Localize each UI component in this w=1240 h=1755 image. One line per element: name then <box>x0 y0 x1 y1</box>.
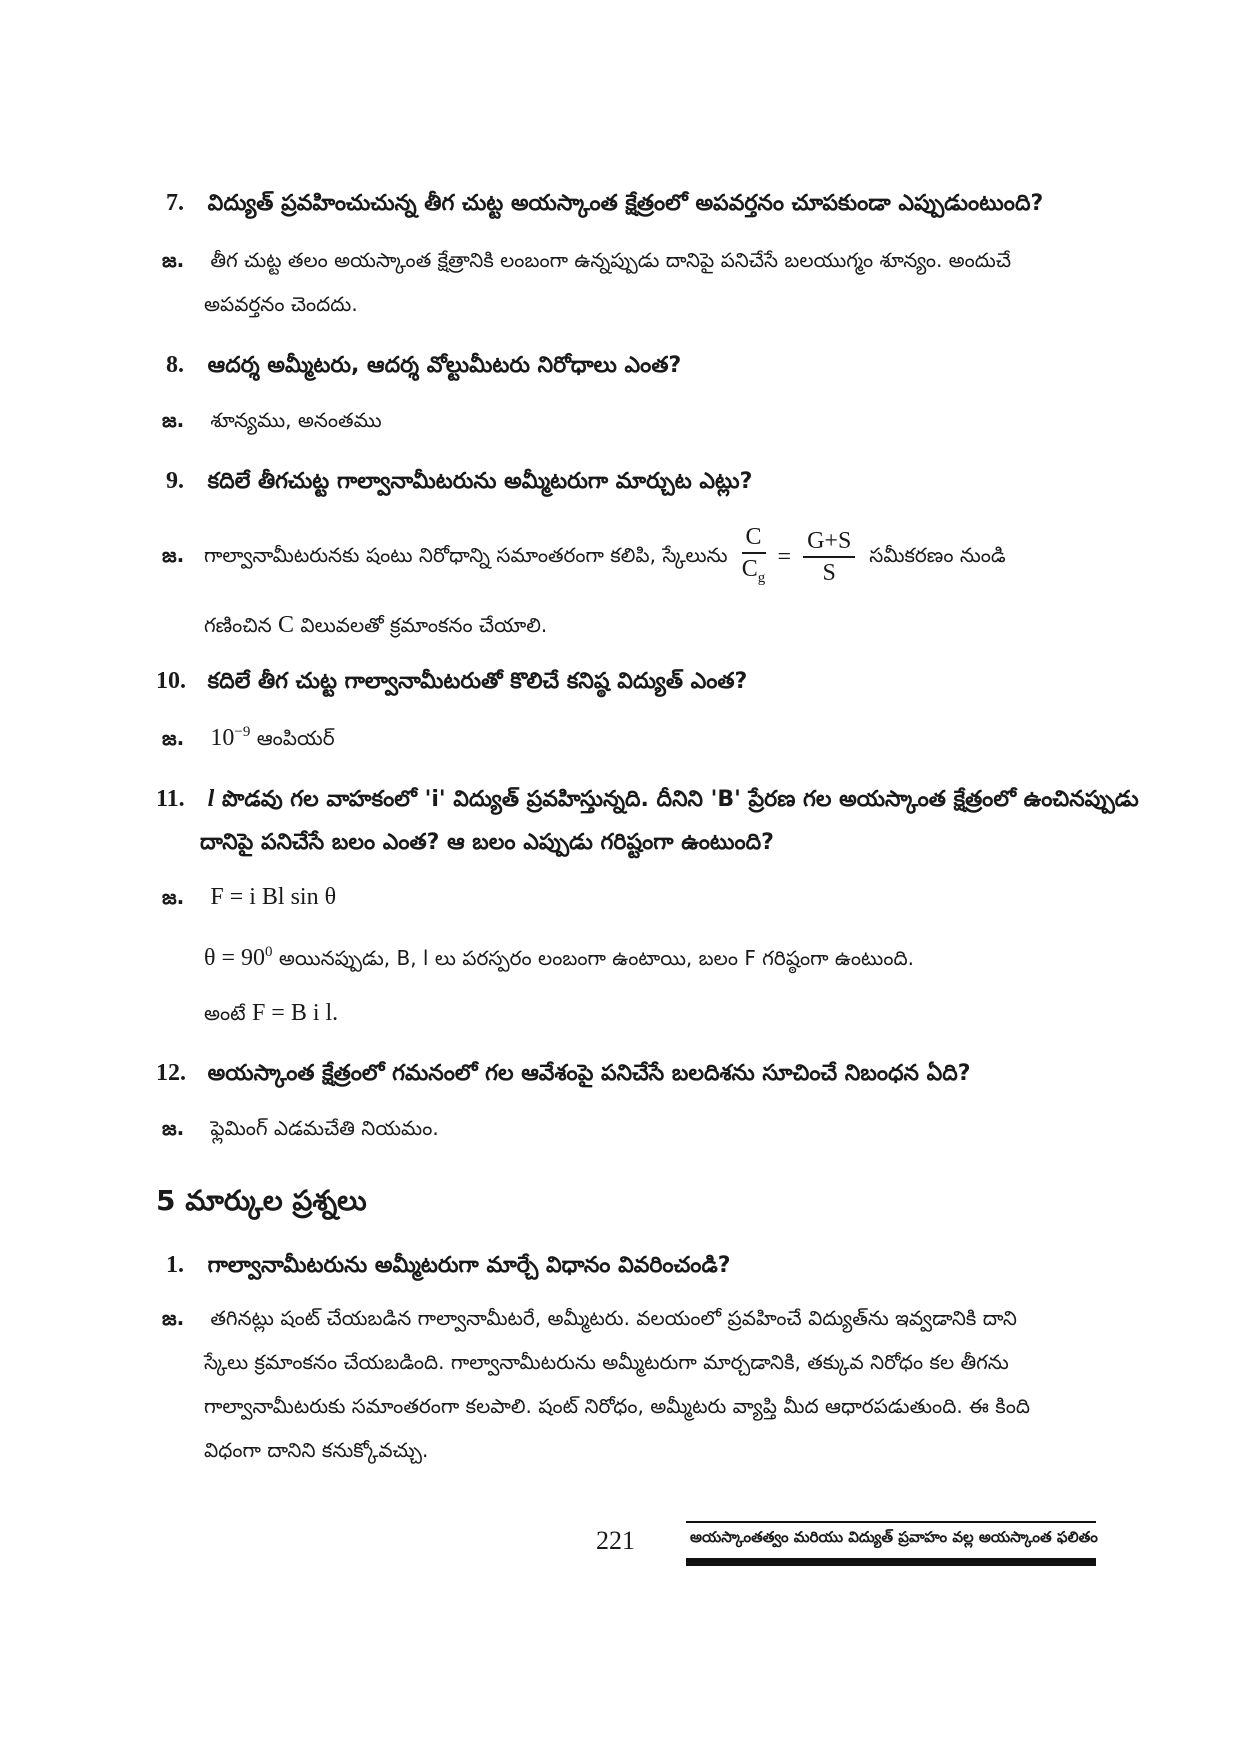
answer-text: విలువలతో క్రమాంకనం చేయాలి. <box>300 613 548 637</box>
answer-text: గణించిన <box>204 613 272 637</box>
answer-value: $10^{-9}$ <box>210 724 251 751</box>
answer-marker: జ. <box>162 1306 185 1330</box>
fraction-numerator: C <box>742 522 766 554</box>
max-force-formula: F = B i l. <box>251 1000 339 1026</box>
question-5mark-1 <box>166 1252 731 1283</box>
answer-7-continued <box>204 292 358 321</box>
question-number: 10. <box>156 668 186 694</box>
theta-value: $\theta = 90^0$ <box>204 944 273 971</box>
answer-9-continued <box>204 612 547 642</box>
question-7 <box>166 190 1043 221</box>
answer-text: గాల్వానామీటరునకు షంటు నిరోధాన్ని సమాంతరంగా కలిపి, స్కేలును <box>204 542 728 567</box>
question-text: పొడవు గల వాహకంలో 'i' విద్యుత్ ప్రవహిస్తున్నది. దీనిని 'B' ప్రేరణ గల అయస్కాంత క్షేత్రంలో ఉంచినప్పుడు <box>222 787 1139 812</box>
answer-7 <box>162 248 1011 277</box>
question-text: విద్యుత్ ప్రవహించుచున్న తీగ చుట్ట అయస్కాంత క్షేత్రంలో అపవర్తనం చూపకుండా ఎప్పుడుంటుంది? <box>207 191 1044 216</box>
question-11-continued <box>200 830 774 860</box>
symbol-l: l <box>207 786 215 812</box>
answer-5mark-1-line2 <box>204 1350 1009 1379</box>
answer-unit: ఆంపియర్ <box>256 726 335 750</box>
symbol-c: C <box>278 612 295 638</box>
answer-marker: జ. <box>162 248 185 272</box>
answer-5mark-1-line4 <box>204 1438 428 1467</box>
answer-11-ante <box>204 1000 338 1030</box>
question-11 <box>156 786 1139 817</box>
question-number: 1. <box>166 1252 184 1278</box>
equals-sign: = <box>777 543 792 570</box>
answer-12 <box>162 1116 439 1145</box>
question-number: 12. <box>156 1060 186 1086</box>
answer-11 <box>162 884 336 914</box>
equation-left-fraction <box>742 522 766 593</box>
fraction-denominator: $C_g$ <box>741 556 766 586</box>
question-10 <box>156 668 747 699</box>
equation-right-fraction <box>803 526 855 588</box>
answer-marker: జ. <box>162 1116 185 1140</box>
answer-text: ఫ్లెమింగ్ ఎడమచేతి నియమం. <box>210 1116 439 1140</box>
answer-10 <box>162 724 335 755</box>
answer-11-theta <box>204 944 914 975</box>
answer-5mark-1-line3 <box>204 1394 1030 1423</box>
footer-rule-bottom <box>686 1558 1096 1566</box>
question-text: కదిలే తీగ చుట్ట గాల్వానామీటరుతో కొలిచే కనిష్ఠ విద్యుత్ ఎంత? <box>207 669 748 694</box>
question-text: గాల్వానామీటరును అమ్మీటరుగా మార్చే విధానం వివరించండి? <box>207 1253 731 1278</box>
answer-marker: జ. <box>162 885 185 909</box>
answer-text: తీగ చుట్ట తలం అయస్కాంత క్షేత్రానికి లంబంగా ఉన్నప్పుడు దానిపై పనిచేసే బలయుగ్మం శూన్యం. అందుచే <box>210 248 1012 272</box>
question-8 <box>166 352 681 383</box>
question-number: 9. <box>166 468 184 494</box>
question-9 <box>166 468 752 499</box>
answer-text: అయినప్పుడు, B, l లు పరస్పరం లంబంగా ఉంటాయి, బలం F గరిష్ఠంగా ఉంటుంది. <box>278 946 914 970</box>
answer-text: శూన్యము, అనంతము <box>210 408 382 432</box>
question-number: 8. <box>166 352 184 378</box>
page-number: 221 <box>596 1526 635 1555</box>
fraction-numerator: G+S <box>803 526 855 558</box>
answer-text: విధంగా దానిని కనుక్కోవచ్చు. <box>204 1438 429 1462</box>
section-heading: 5 మార్కుల ప్రశ్నలు <box>156 1184 367 1217</box>
answer-text: అంటే <box>204 1001 246 1025</box>
question-number: 11. <box>156 786 185 812</box>
footer-rule-top <box>686 1521 1096 1523</box>
question-number: 7. <box>166 190 184 216</box>
answer-8 <box>162 408 382 437</box>
answer-5mark-1 <box>162 1306 1017 1335</box>
answer-text: తగినట్లు షంట్ చేయబడిన గాల్వానామీటరే, అమ్మీటరు. వలయంలో ప్రవహించే విద్యుత్‌ను ఇవ్వడానికి దాని <box>210 1306 1017 1330</box>
answer-text: స్కేలు క్రమాంకనం చేయబడింది. గాల్వానామీటరును అమ్మీటరుగా మార్చడానికి, తక్కువ నిరోధం కల తీగను <box>204 1350 1009 1374</box>
question-12 <box>156 1060 971 1091</box>
question-text: అయస్కాంత క్షేత్రంలో గమనంలో గల ఆవేశంపై పనిచేసే బలదిశను సూచించే నిబంధన ఏది? <box>207 1061 971 1086</box>
answer-text: గాల్వానామీటరుకు సమాంతరంగా కలపాలి. షంట్ నిరోధం, అమ్మీటరు వ్యాప్తి మీద ఆధారపడుతుంది. ఈ కింది <box>204 1394 1030 1418</box>
question-text: ఆదర్శ అమ్మీటరు, ఆదర్శ వోల్టుమీటరు నిరోధాలు ఎంత? <box>207 353 682 378</box>
chapter-title: అయస్కాంతత్వం మరియు విద్యుత్ ప్రవాహం వల్ల అయస్కాంత ఫలితం <box>690 1528 1098 1546</box>
answer-marker: జ. <box>162 542 185 567</box>
fraction-denominator: S <box>822 560 836 587</box>
answer-text: సమీకరణం నుండి <box>869 542 1006 567</box>
force-formula: F = i Bl sin θ <box>210 884 337 910</box>
question-text: కదిలే తీగచుట్ట గాల్వానామీటరును అమ్మీటరుగా మార్చుట ఎట్లు? <box>207 469 753 494</box>
answer-marker: జ. <box>162 408 185 432</box>
answer-9 <box>162 522 1006 593</box>
question-text: దానిపై పనిచేసే బలం ఎంత? ఆ బలం ఎప్పుడు గరిష్టంగా ఉంటుంది? <box>200 830 774 855</box>
answer-text: అపవర్తనం చెందదు. <box>204 292 358 316</box>
answer-marker: జ. <box>162 726 185 750</box>
